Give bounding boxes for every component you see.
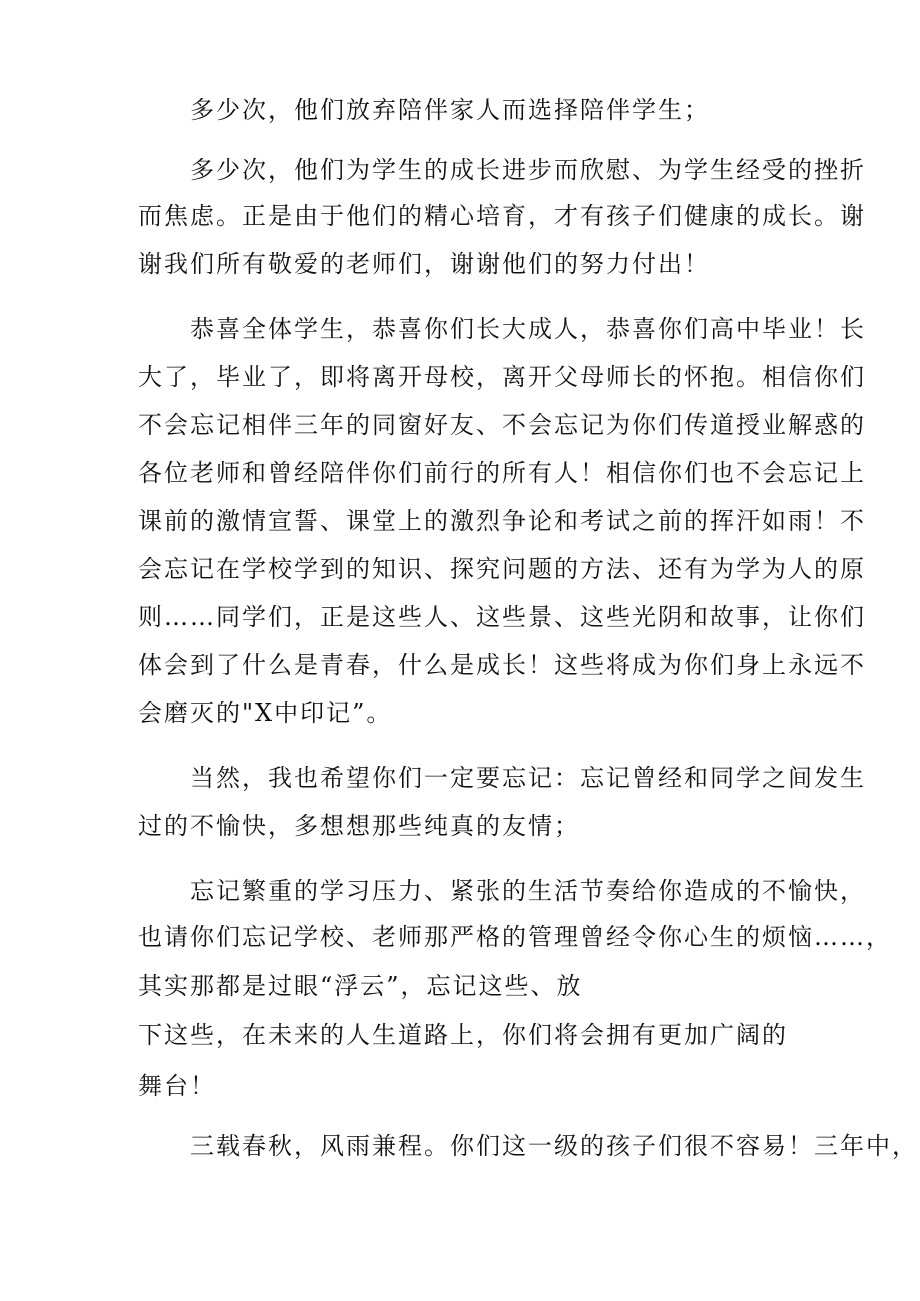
paragraph-1-line-1: 多少次，他们放弃陪伴家人而选择陪伴学生； (190, 96, 710, 124)
paragraph-5-line-1: 忘记繁重的学习压力、紧张的生活节奏给你造成的不愉快， (190, 877, 866, 905)
paragraph-3-line-1: 恭喜全体学生，恭喜你们长大成人，恭喜你们高中毕业！长 (190, 315, 866, 343)
paragraph-3-line-6: 会忘记在学校学到的知识、探究问题的方法、还有为学为人的原 (138, 555, 866, 583)
paragraph-3-line-3: 不会忘记相伴三年的同窗好友、不会忘记为你们传道授业解惑的 (138, 411, 866, 439)
paragraph-3-line-4: 各位老师和曾经陪伴你们前行的所有人！相信你们也不会忘记上 (138, 459, 866, 487)
paragraph-5-line-3: 其实那都是过眼“浮云”，忘记这些、放 (138, 972, 583, 1000)
paragraph-6-line-1: 三载春秋，风雨兼程。你们这一级的孩子们很不容易！三年中， (190, 1132, 918, 1160)
paragraph-3-line-8: 体会到了什么是青春，什么是成长！这些将成为你们身上永远不 (138, 651, 866, 679)
paragraph-4-line-1: 当然，我也希望你们一定要忘记：忘记曾经和同学之间发生 (190, 764, 866, 792)
paragraph-5-line-5: 舞台！ (138, 1072, 216, 1100)
paragraph-2-line-1: 多少次，他们为学生的成长进步而欣慰、为学生经受的挫折 (190, 156, 866, 184)
paragraph-3-line-9: 会磨灭的"X中印记”。 (138, 699, 393, 727)
paragraph-2-line-3: 谢我们所有敬爱的老师们，谢谢他们的努力付出！ (138, 250, 710, 278)
paragraph-2-line-2: 而焦虑。正是由于他们的精心培育，才有孩子们健康的成长。谢 (138, 202, 866, 230)
paragraph-5-line-4: 下这些，在未来的人生道路上，你们将会拥有更加广阔的 (138, 1021, 788, 1049)
paragraph-5-line-2: 也请你们忘记学校、老师那严格的管理曾经令你心生的烦恼……， (138, 923, 892, 951)
paragraph-3-line-5: 课前的激情宣誓、课堂上的激烈争论和考试之前的挥汗如雨！不 (138, 507, 866, 535)
paragraph-4-line-2: 过的不愉快，多想想那些纯真的友情； (138, 812, 580, 840)
paragraph-3-line-2: 大了，毕业了，即将离开母校，离开父母师长的怀抱。相信你们 (138, 363, 866, 391)
paragraph-3-line-7: 则……同学们，正是这些人、这些景、这些光阴和故事，让你们 (138, 603, 866, 631)
